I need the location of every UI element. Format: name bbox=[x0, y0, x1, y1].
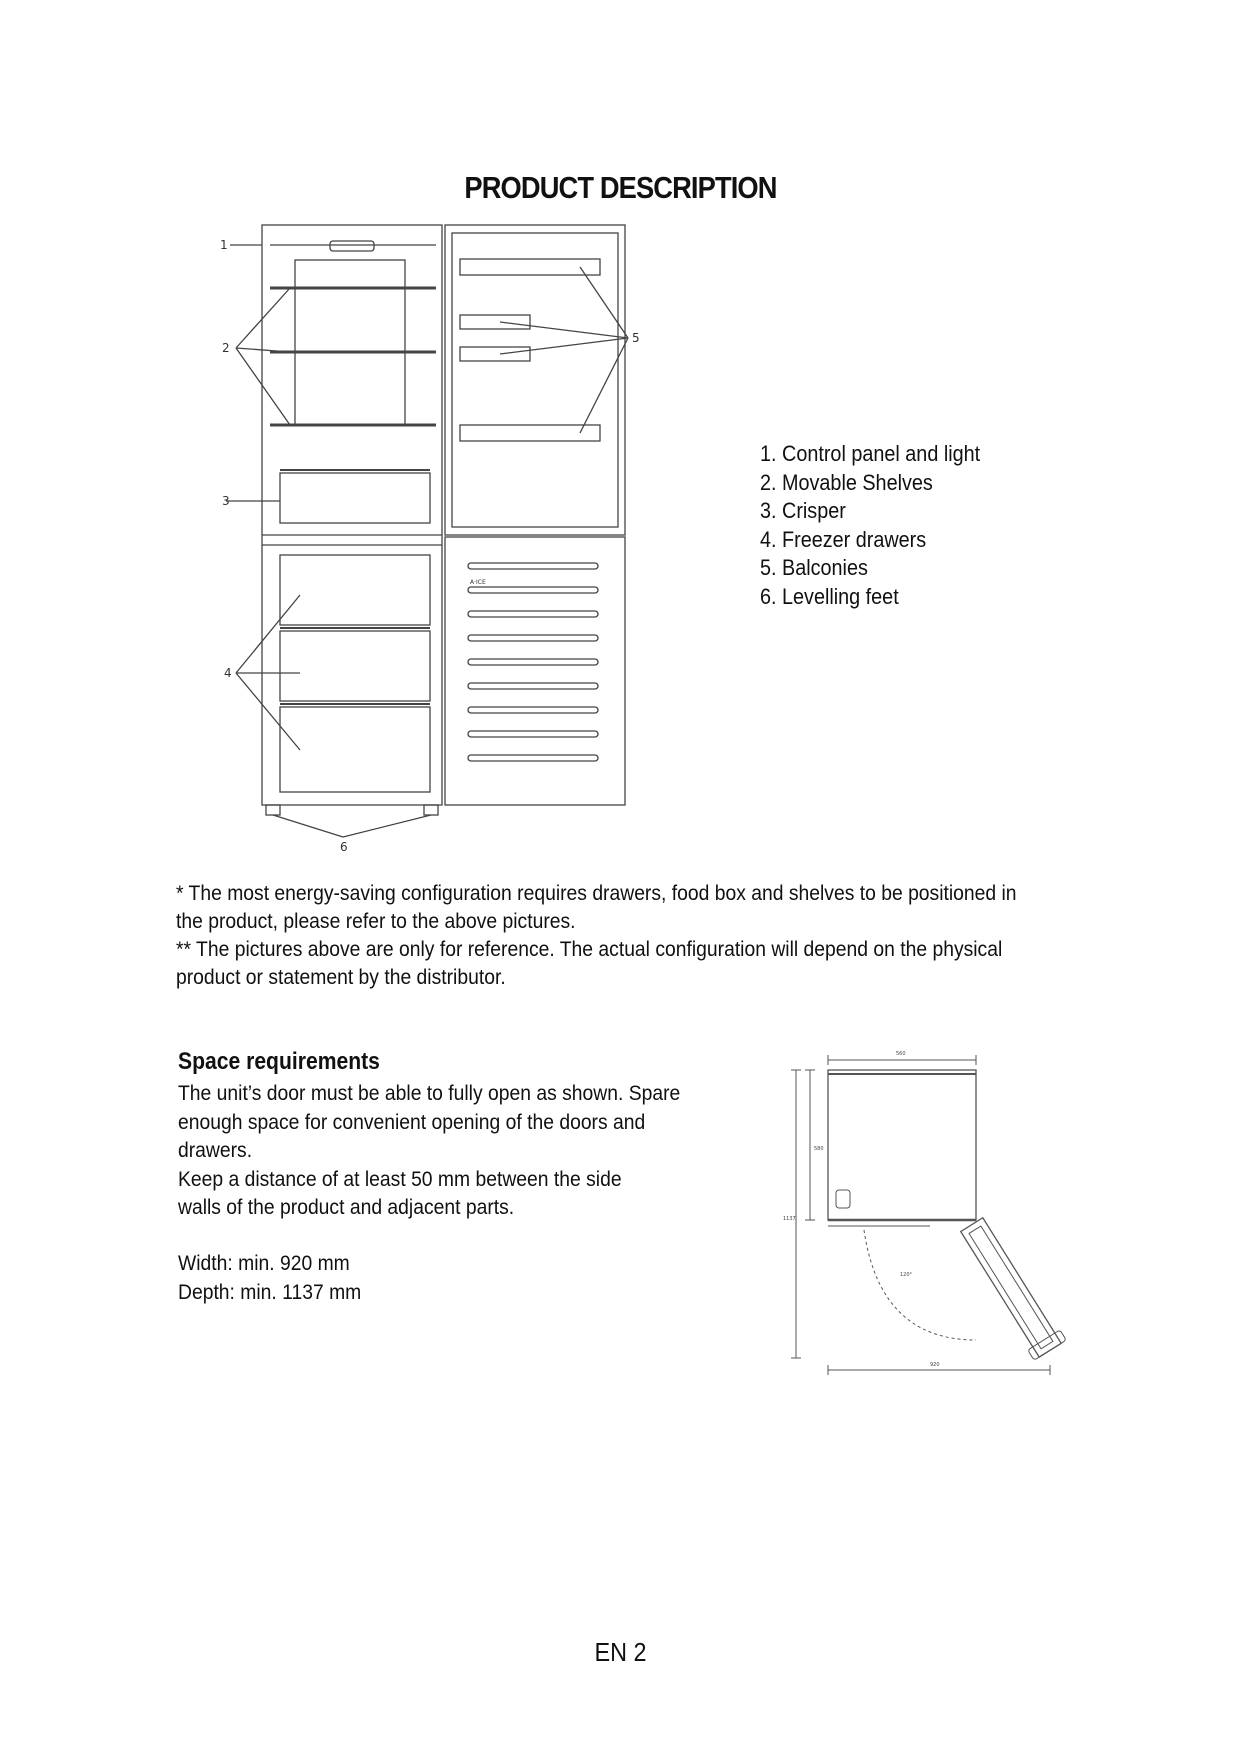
door-badge: A·ICE bbox=[470, 579, 486, 586]
callout-2: 2 bbox=[222, 341, 230, 355]
configuration-notes bbox=[176, 880, 1041, 992]
legend-item: 6. Levelling feet bbox=[760, 583, 899, 609]
door-opening-plan bbox=[780, 1040, 1080, 1380]
space-requirements-heading: Space requirements bbox=[178, 1048, 380, 1075]
callout-1: 1 bbox=[220, 238, 228, 252]
plan-label-bottom: 920 bbox=[930, 1362, 940, 1368]
space-line: The unit’s door must be able to fully open as shown. Spare bbox=[178, 1082, 681, 1105]
legend-item: 4. Freezer drawers bbox=[760, 526, 927, 552]
note-line: ** The pictures above are only for reference. The actual configuration will depend on the physical bbox=[176, 938, 1003, 961]
space-dimensions bbox=[178, 1250, 361, 1307]
page-title: PRODUCT DESCRIPTION bbox=[464, 170, 777, 205]
control-panel-shape bbox=[330, 241, 374, 251]
parts-legend bbox=[760, 440, 980, 611]
width-requirement: Width: min. 920 mm bbox=[178, 1252, 350, 1275]
legend-item: 1. Control panel and light bbox=[760, 441, 981, 466]
plan-label-angle: 120° bbox=[900, 1272, 913, 1278]
plan-label-left-inner: 580 bbox=[814, 1146, 824, 1152]
space-line: Keep a distance of at least 50 mm between the side bbox=[178, 1167, 622, 1191]
legend-item: 3. Crisper bbox=[760, 498, 846, 523]
space-line: drawers. bbox=[178, 1139, 253, 1162]
callout-3: 3 bbox=[222, 494, 230, 508]
callout-6: 6 bbox=[340, 840, 348, 854]
callout-4: 4 bbox=[224, 666, 232, 680]
note-line: the product, please refer to the above pictures. bbox=[176, 910, 576, 933]
space-requirements-text bbox=[178, 1080, 680, 1223]
note-line: product or statement by the distributor. bbox=[176, 966, 506, 989]
depth-requirement: Depth: min. 1137 mm bbox=[178, 1280, 362, 1304]
callout-5: 5 bbox=[632, 331, 640, 345]
page-number: EN 2 bbox=[594, 1637, 647, 1667]
space-line: enough space for convenient opening of the doors and bbox=[178, 1110, 646, 1134]
legend-item: 5. Balconies bbox=[760, 555, 868, 580]
plan-label-left-outer: 1137 bbox=[783, 1216, 796, 1222]
legend-item: 2. Movable Shelves bbox=[760, 469, 933, 495]
plan-label-top: 560 bbox=[896, 1051, 906, 1057]
fridge-diagram bbox=[200, 215, 660, 855]
cabinet-outline bbox=[262, 225, 442, 805]
space-line: walls of the product and adjacent parts. bbox=[178, 1196, 515, 1219]
note-line: * The most energy-saving configuration requires drawers, food box and shelves to be positioned in bbox=[176, 882, 1017, 905]
